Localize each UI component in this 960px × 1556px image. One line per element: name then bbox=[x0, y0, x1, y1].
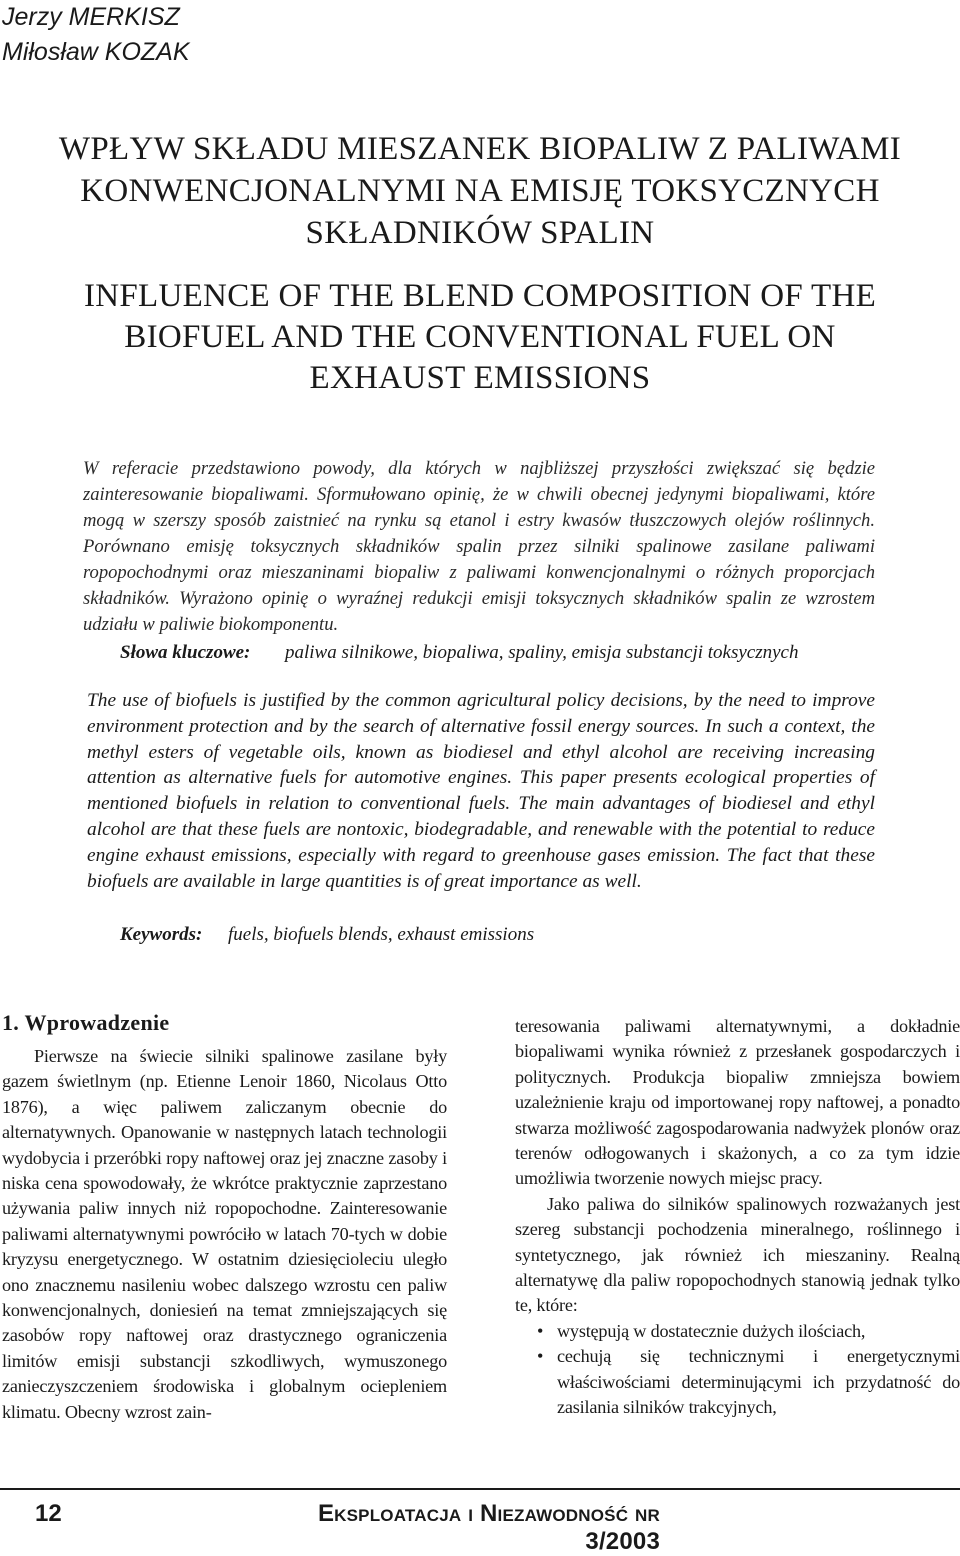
body-paragraph: teresowania paliwami alternatywnymi, a dokładnie biopaliwami wynika również z przesłanek gospodarczych i politycznych. Produkcja biopaliw zmniejsza bowiem uzależnienie kraju od importowanej ropy naftowej, a ponadto stwarza możliwość zagospodarowania nadwyżek plonów oraz terenów odłogowanych i skażonych, a co za tym idzie umożliwia tworzenie nowych miejsc pracy. bbox=[515, 1016, 960, 1189]
keywords-value: fuels, biofuels blends, exhaust emissions bbox=[228, 924, 535, 945]
body-column-left bbox=[2, 1044, 447, 1425]
list-item bbox=[515, 1344, 960, 1420]
body-paragraph: Jako paliwa do silników spalinowych rozważanych jest szereg substancji pochodzenia mineralnego, roślinnego i syntetycznego, jak również ich mieszaniny. Realną alternatywę dla paliw ropopochodnych stanowią jednak tylko te, które: bbox=[515, 1193, 960, 1316]
journal-name: Eksploatacja i Niezawodność nr 3/2003 bbox=[317, 1500, 660, 1555]
keywords-english bbox=[120, 924, 534, 946]
keywords-polish bbox=[120, 642, 799, 664]
title-line: SKŁADNIKÓW SPALIN bbox=[305, 215, 655, 251]
page-number: 12 bbox=[35, 1500, 62, 1527]
keywords-value: paliwa silnikowe, biopaliwa, spaliny, emisja substancji toksycznych bbox=[285, 642, 799, 663]
abstract-polish: W referacie przedstawiono powody, dla których w najbliższej przyszłości zwiększać się będzie zainteresowanie biopaliwami. Sformułowano opinię, że w chwili obecnej jedynymi biopaliwami, które mogą w szerszy sposób zaistnieć na rynku są etanol i estry kwasów tłuszczowych olejów roślinnych. Porównano emisję toksycznych składników spalin przez silniki spalinowe zasilane paliwami ropopochodnymi oraz mieszaninami biopaliw z paliwami konwencjonalnymi o różnych proporcjach składników. Wyrażono opinię o wyraźnej redukcji emisji toksycznych składników spalin ze wzrostem udziału w paliwie biokomponentu. bbox=[83, 458, 875, 635]
footer-divider bbox=[0, 1488, 960, 1490]
title-line: KONWENCJONALNYMI NA EMISJĘ TOKSYCZNYCH bbox=[80, 173, 880, 209]
body-column-right bbox=[515, 1014, 960, 1421]
author-name: Miłosław KOZAK bbox=[2, 38, 190, 66]
list-item-text: cechują się technicznymi i energetycznymi właściwościami determinującymi ich przydatność do zasilania silników trakcyjnych, bbox=[557, 1346, 960, 1418]
keywords-label: Keywords: bbox=[120, 924, 203, 945]
list-item-text: występują w dostatecznie dużych ilościach, bbox=[557, 1320, 866, 1341]
title-line: INFLUENCE OF THE BLEND COMPOSITION OF THE bbox=[83, 278, 877, 314]
keywords-label: Słowa kluczowe: bbox=[120, 642, 251, 663]
bullet-icon: • bbox=[537, 1346, 544, 1367]
title-line: BIOFUEL AND THE CONVENTIONAL FUEL ON bbox=[124, 319, 836, 355]
section-heading: 1. Wprowadzenie bbox=[2, 1010, 170, 1035]
list-item bbox=[515, 1319, 960, 1344]
abstract-english: The use of biofuels is justified by the common agricultural policy decisions, by the need to improve environment protection and by the search of alternative fossil energy sources. In such a context, the methyl esters of vegetable oils, known as biodiesel and ethyl alcohol are receiving increasing attention as alternative fuels for automotive engines. This paper presents ecological properties of mentioned biofuels in relation to conventional fuels. The main advantages of biodiesel and ethyl alcohol are that these fuels are nontoxic, biodegradable, and renewable with the potential to reduce engine exhaust emissions, especially with regard to greenhouse gases emission. The fact that these biofuels are available in large quantities is of great importance as well. bbox=[87, 690, 875, 892]
title-line: EXHAUST EMISSIONS bbox=[309, 360, 651, 396]
author-name: Jerzy MERKISZ bbox=[2, 3, 180, 31]
title-line: WPŁYW SKŁADU MIESZANEK BIOPALIW Z PALIWAMI bbox=[58, 131, 902, 167]
title-english bbox=[0, 276, 960, 399]
bullet-list bbox=[515, 1319, 960, 1421]
authors bbox=[2, 0, 190, 70]
title-polish bbox=[0, 128, 960, 254]
body-paragraph: Pierwsze na świecie silniki spalinowe zasilane były gazem świetlnym (np. Etienne Lenoir 1860, Nicolaus Otto 1876), a więc paliwem zaliczanym obecnie do alternatywnych. Opanowanie w następnych latach technologii wydobycia i przeróbki ropy naftowej oraz jej znaczne zasoby i niska cena spowodowały, że wkrótce praktycznie zaprzestano używania paliw innych niż ropopochodne. Zainteresowanie paliwami alternatywnymi powróciło w latach 70-tych w dobie kryzysu energetycznego. W ostatnim dziesięcioleciu uległo ono znacznemu nasileniu wobec dalszego wzrostu cen paliw konwencjonalnych, doniesień na temat zmniejszających się zasobów ropy naftowej oraz drastycznego ograniczenia limitów emisji substancji szkodliwych, wymuszonego zanieczyszczeniem środowiska i globalnym ociepleniem klimatu. Obecny wzrost zain- bbox=[2, 1046, 447, 1422]
bullet-icon: • bbox=[537, 1320, 544, 1341]
